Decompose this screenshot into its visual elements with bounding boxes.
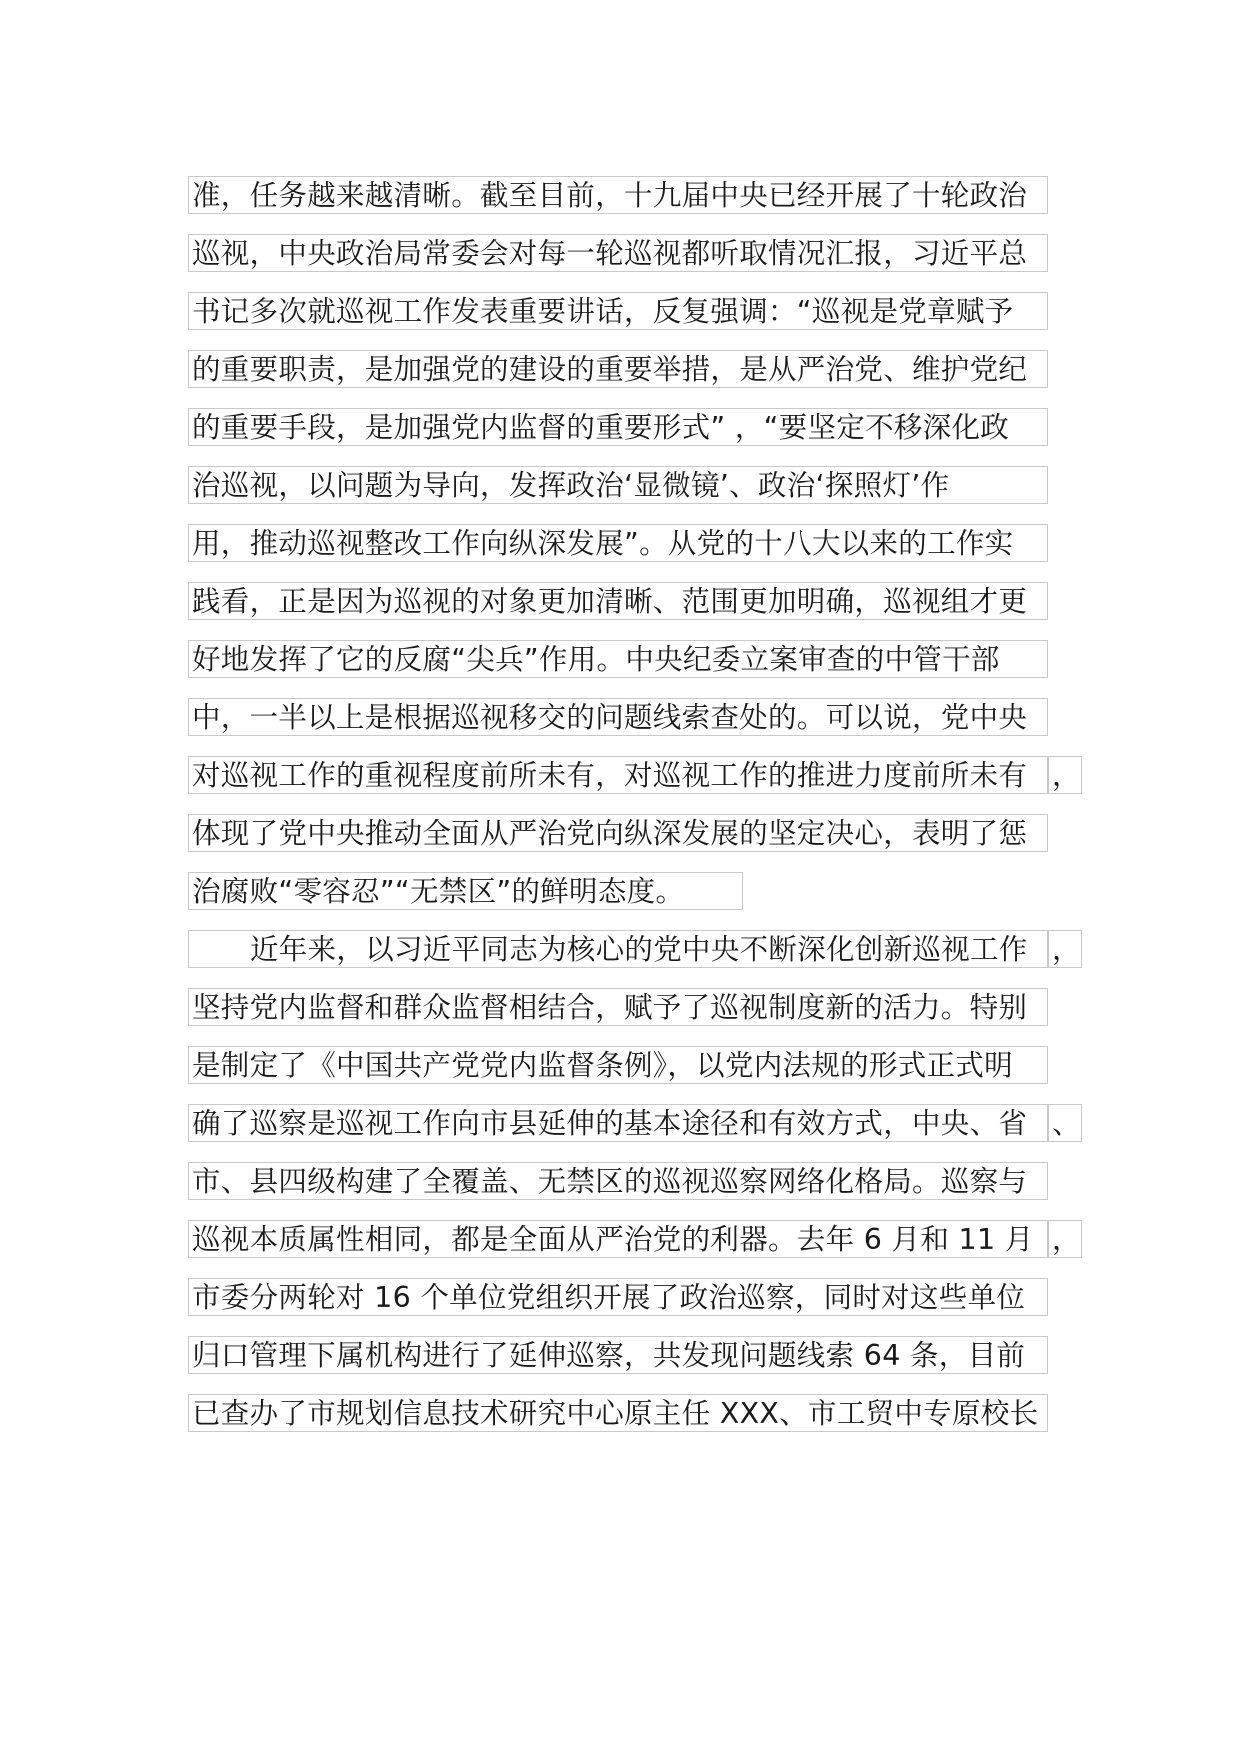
overflow-punctuation: ，: [1048, 930, 1082, 968]
text-line: 的重要职责，是加强党的建设的重要举措，是从严治党、维护党纪: [188, 350, 1048, 388]
text-line: 市、县四级构建了全覆盖、无禁区的巡视巡察网络化格局。巡察与: [188, 1162, 1048, 1200]
text-line: 体现了党中央推动全面从严治党向纵深发展的坚定决心，表明了惩: [188, 814, 1048, 852]
text-line: 坚持党内监督和群众监督相结合，赋予了巡视制度新的活力。特别: [188, 988, 1048, 1026]
text-line: 市委分两轮对 16 个单位党组织开展了政治巡察，同时对这些单位: [188, 1278, 1048, 1316]
text-line: 归口管理下属机构进行了延伸巡察，共发现问题线索 64 条，目前: [188, 1336, 1048, 1374]
text-line: 准，任务越来越清晰。截至目前，十九届中央已经开展了十轮政治: [188, 176, 1048, 214]
text-line: 治腐败“零容忍”“无禁区”的鲜明态度。: [188, 872, 743, 910]
text-line: 是制定了《中国共产党党内监督条例》，以党内法规的形式正式明: [188, 1046, 1048, 1084]
text-line: 践看，正是因为巡视的对象更加清晰、范围更加明确，巡视组才更: [188, 582, 1048, 620]
text-line: 巡视，中央政治局常委会对每一轮巡视都听取情况汇报，习近平总: [188, 234, 1048, 272]
paragraph-first-line: [188, 930, 1048, 968]
text-line: 好地发挥了它的反腐“尖兵”作用。中央纪委立案审查的中管干部: [188, 640, 1048, 678]
text-line: 对巡视工作的重视程度前所未有，对巡视工作的推进力度前所未有: [188, 756, 1048, 794]
text-line: 书记多次就巡视工作发表重要讲话，反复强调：“巡视是党章赋予: [188, 292, 1048, 330]
overflow-punctuation: 、: [1048, 1104, 1082, 1142]
overflow-punctuation: ，: [1048, 1220, 1082, 1258]
text-line: 确了巡察是巡视工作向市县延伸的基本途径和有效方式，中央、省: [188, 1104, 1048, 1142]
text-line: 中，一半以上是根据巡视移交的问题线索查处的。可以说，党中央: [188, 698, 1048, 736]
overflow-punctuation: ，: [1048, 756, 1082, 794]
text-line: 的重要手段，是加强党内监督的重要形式” ，“要坚定不移深化政: [188, 408, 1048, 446]
text-line: 巡视本质属性相同，都是全面从严治党的利器。去年 6 月和 11 月: [188, 1220, 1048, 1258]
text-line: 治巡视，以问题为导向，发挥政治‘显微镜’、政治‘探照灯’作: [188, 466, 1048, 504]
text-line: 已查办了市规划信息技术研究中心原主任 XXX、市工贸中专原校长: [188, 1394, 1048, 1432]
text-line: 近年来，以习近平同志为核心的党中央不断深化创新巡视工作: [250, 933, 1028, 966]
text-line: 用，推动巡视整改工作向纵深发展”。从党的十八大以来的工作实: [188, 524, 1048, 562]
